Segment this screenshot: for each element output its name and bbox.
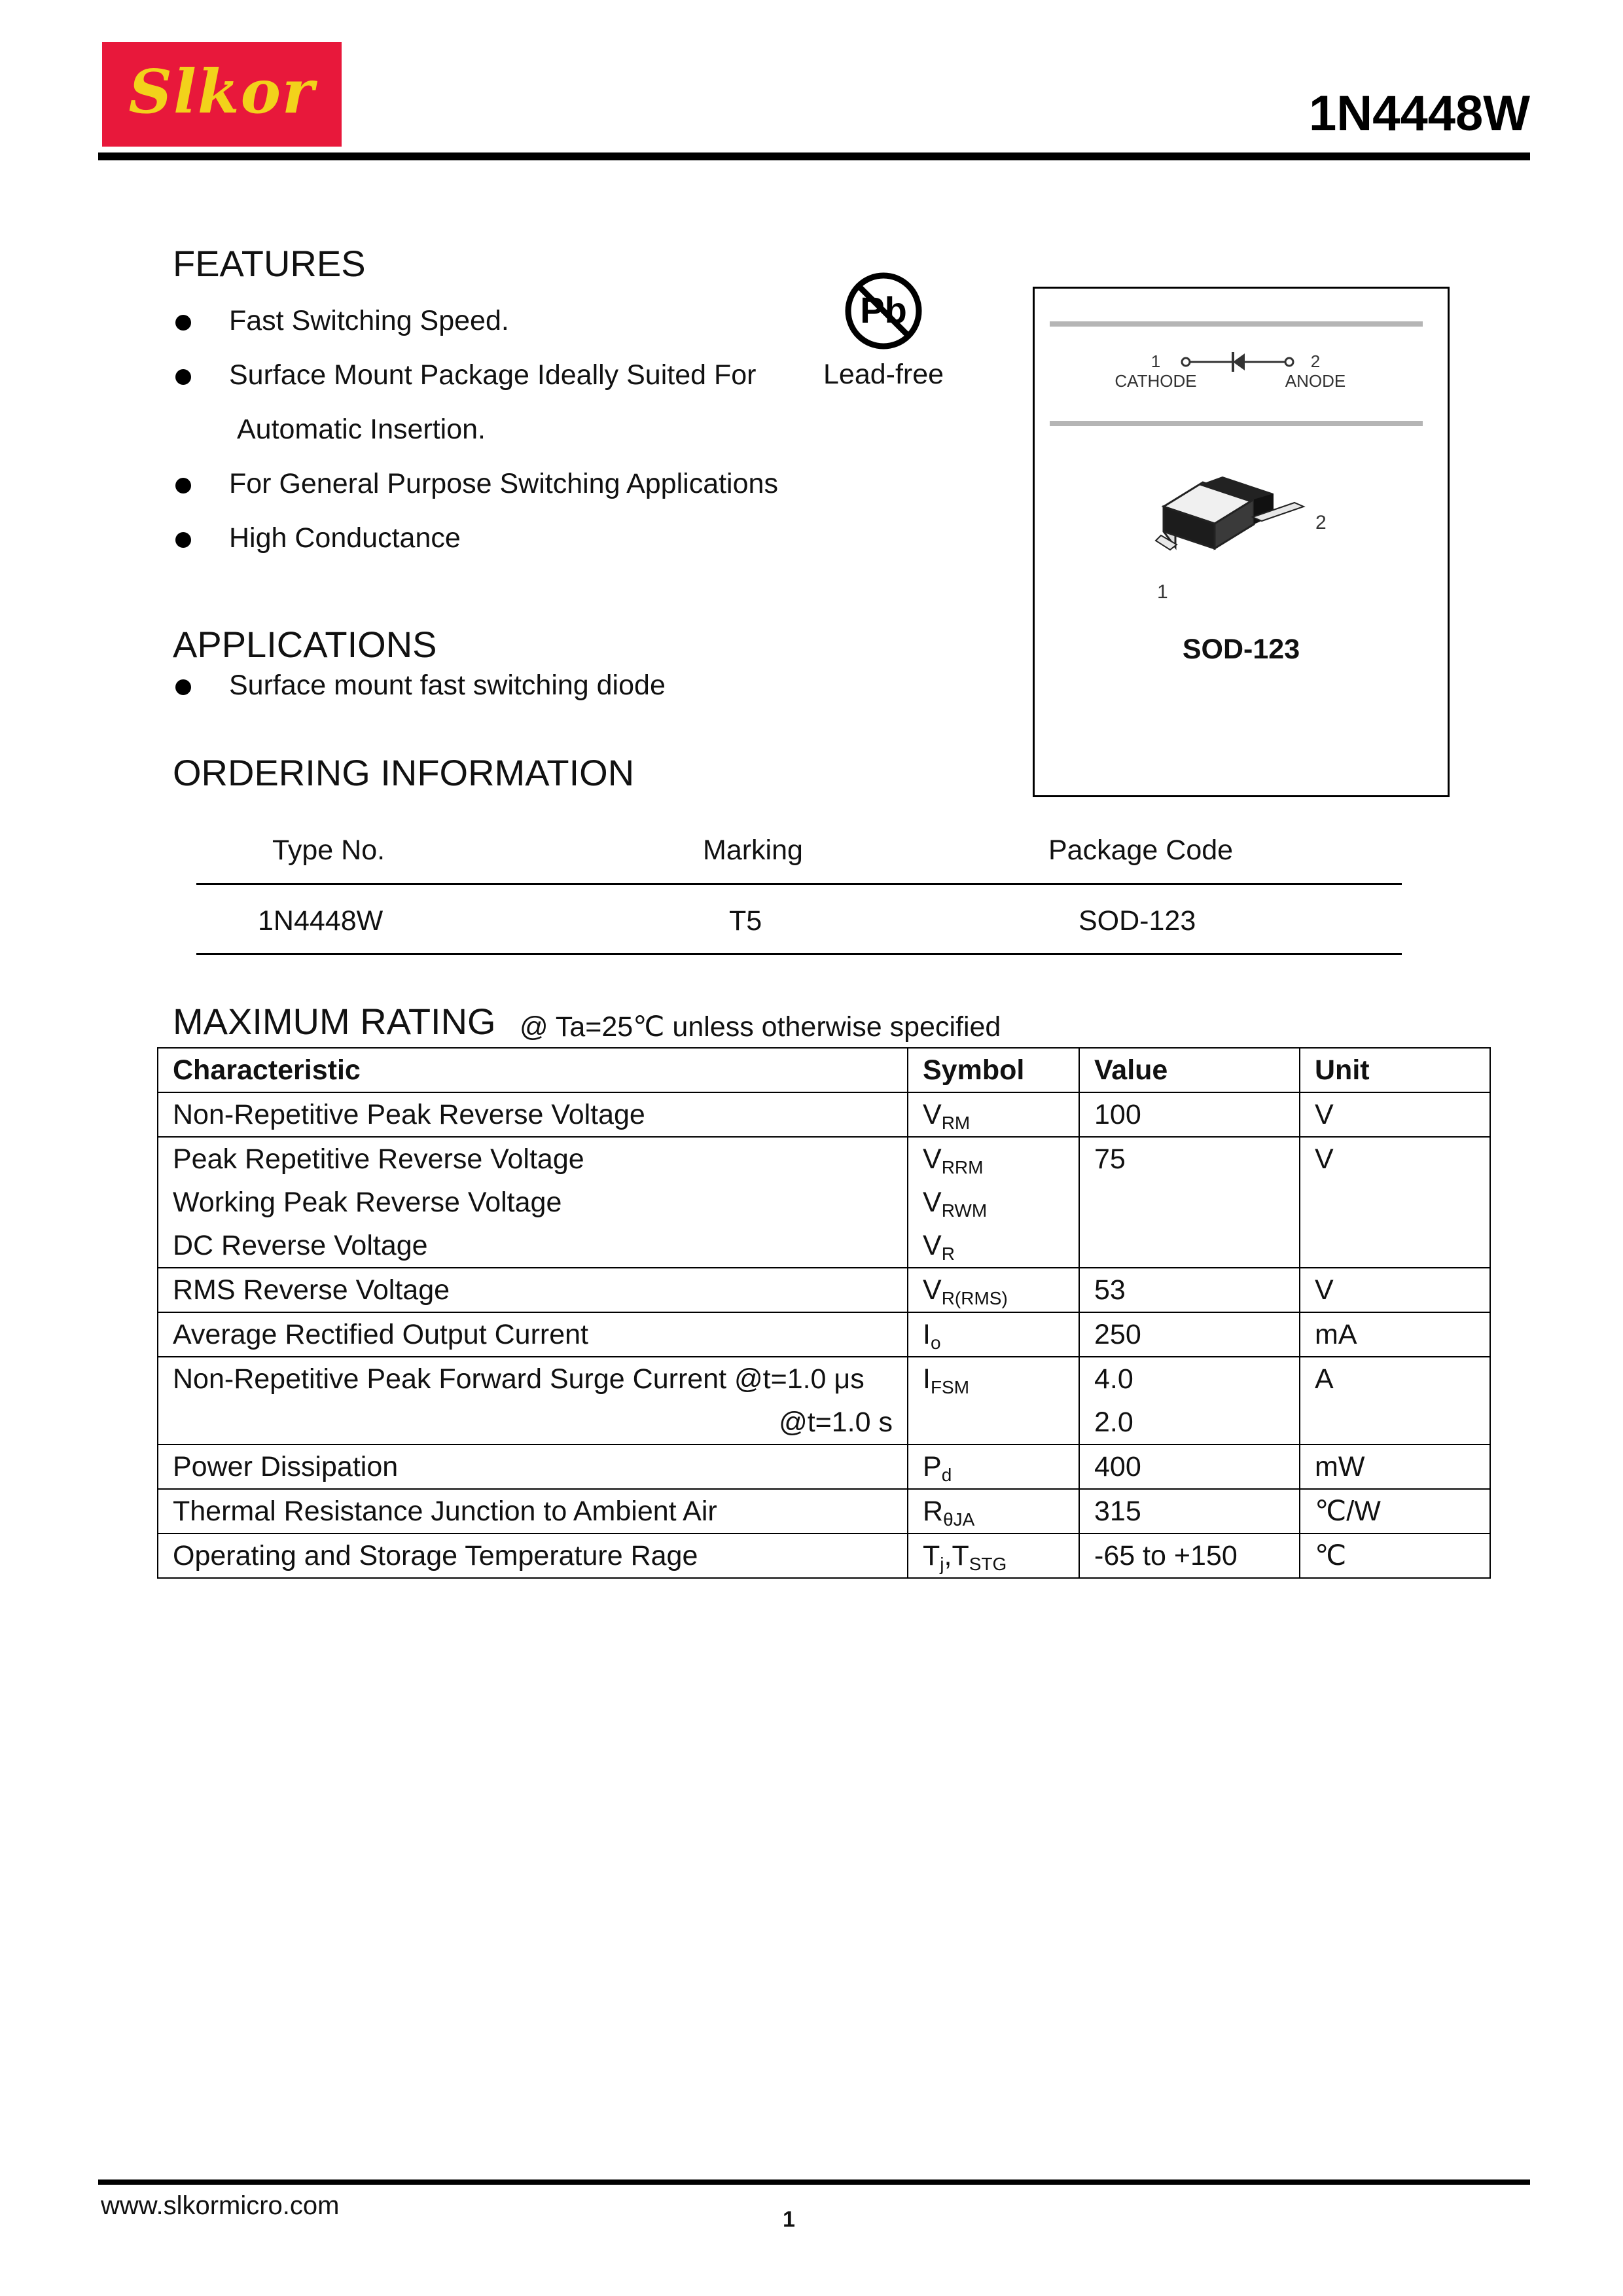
table-row [158,1444,1490,1489]
brand-logo [102,42,342,147]
diode-symbol-icon [1182,352,1293,372]
max-rating-title: MAXIMUM RATING [173,1001,496,1042]
value-cell: -65 to +150 [1079,1534,1300,1578]
value-cell: 75 [1079,1137,1300,1268]
characteristic-cell: Non-Repetitive Peak Forward Surge Current @t=1.0 μs @t=1.0 s [158,1357,908,1444]
unit-cell: mA [1300,1312,1490,1357]
ordering-type-value: 1N4448W [258,905,383,937]
feature-item: Fast Switching Speed. [229,305,509,336]
feature-item: Surface Mount Package Ideally Suited For [229,359,757,391]
unit-cell: V [1300,1268,1490,1312]
ordering-title: ORDERING INFORMATION [173,752,635,793]
footer-divider [98,2179,1530,2185]
lead-free-label: Lead-free [823,359,944,390]
symbol-cell: $I_o$ [908,1312,1079,1357]
header-unit: Unit [1300,1048,1490,1092]
table-row [158,1137,1490,1268]
bullet-icon [175,315,191,331]
lead-free-icon [844,272,923,350]
application-item: Surface mount fast switching diode [229,670,666,701]
feature-item-continuation: Automatic Insertion. [237,414,486,445]
table-row [158,1534,1490,1578]
lead2-number: 2 [1315,512,1327,533]
value-cell: 4.0 2.0 [1079,1357,1300,1444]
feature-item: High Conductance [229,522,461,554]
header-characteristic: Characteristic [158,1048,908,1092]
table-header-row [158,1048,1490,1092]
value-cell: 250 [1079,1312,1300,1357]
pin1-number: 1 [1150,351,1161,371]
value-cell: 100 [1079,1092,1300,1137]
pin1-label: CATHODE [1115,371,1197,391]
ordering-package-value: SOD-123 [1079,905,1196,937]
table-row [158,1489,1490,1534]
characteristic-cell: Peak Repetitive Reverse Voltage Working Peak Reverse Voltage DC Reverse Voltage [158,1137,908,1268]
unit-cell: V [1300,1092,1490,1137]
part-number-title: 1N4448W [1309,86,1530,141]
characteristic-cell: Operating and Storage Temperature Rage [158,1534,908,1578]
ordering-header-package: Package Code [1048,834,1234,866]
table-row [158,1312,1490,1357]
symbol-cell: $V_{RRM}$ $V_{RWM}$ $V_R$ [908,1137,1079,1268]
unit-cell: V [1300,1137,1490,1268]
lead-symbol: Pb [860,289,907,331]
table-row [158,1092,1490,1137]
sod123-package-icon [1156,476,1304,550]
value-cell: 400 [1079,1444,1300,1489]
symbol-cell: $R_{\theta JA}$ [908,1489,1079,1534]
ordering-header-type: Type No. [272,834,385,866]
bullet-icon [175,369,191,385]
characteristic-cell: Average Rectified Output Current [158,1312,908,1357]
unit-cell: ℃ [1300,1534,1490,1578]
header-symbol: Symbol [908,1048,1079,1092]
characteristic-cell: Non-Repetitive Peak Reverse Voltage [158,1092,908,1137]
header-divider [98,152,1530,160]
value-cell: 53 [1079,1268,1300,1312]
header-value: Value [1079,1048,1300,1092]
symbol-cell: $T_j,T_{STG}$ [908,1534,1079,1578]
feature-item: For General Purpose Switching Applications [229,468,778,499]
bullet-icon [175,478,191,493]
ordering-rule [196,883,1402,885]
pin2-label: ANODE [1285,371,1346,391]
package-name: SOD-123 [1182,634,1300,665]
applications-title: APPLICATIONS [173,624,437,665]
max-rating-table [157,1047,1491,1579]
characteristic-cell: Thermal Resistance Junction to Ambient Air [158,1489,908,1534]
pin2-number: 2 [1310,351,1321,371]
footer-website-link[interactable]: www.slkormicro.com [101,2191,340,2220]
max-rating-condition: @ Ta=25℃ unless otherwise specified [520,1011,1001,1043]
table-row [158,1268,1490,1312]
unit-cell: A [1300,1357,1490,1444]
lead1-number: 1 [1157,581,1168,603]
characteristic-cell: Power Dissipation [158,1444,908,1489]
ordering-marking-value: T5 [729,905,762,937]
separator-line [1050,421,1423,426]
separator-line [1050,321,1423,327]
ordering-rule [196,953,1402,955]
package-diagram [1033,287,1450,653]
page-number: 1 [783,2207,795,2232]
bullet-icon [175,679,191,695]
ordering-header-marking: Marking [703,834,803,866]
features-title: FEATURES [173,243,366,284]
bullet-icon [175,532,191,548]
logo-text: Slkor [128,56,315,127]
unit-cell: ℃/W [1300,1489,1490,1534]
characteristic-cell: RMS Reverse Voltage [158,1268,908,1312]
symbol-cell: $I_{FSM}$ [908,1357,1079,1444]
value-cell: 315 [1079,1489,1300,1534]
unit-cell: mW [1300,1444,1490,1489]
symbol-cell: $P_d$ [908,1444,1079,1489]
symbol-cell: $V_{R(RMS)}$ [908,1268,1079,1312]
symbol-cell: $V_{RM}$ [908,1092,1079,1137]
table-row [158,1357,1490,1444]
